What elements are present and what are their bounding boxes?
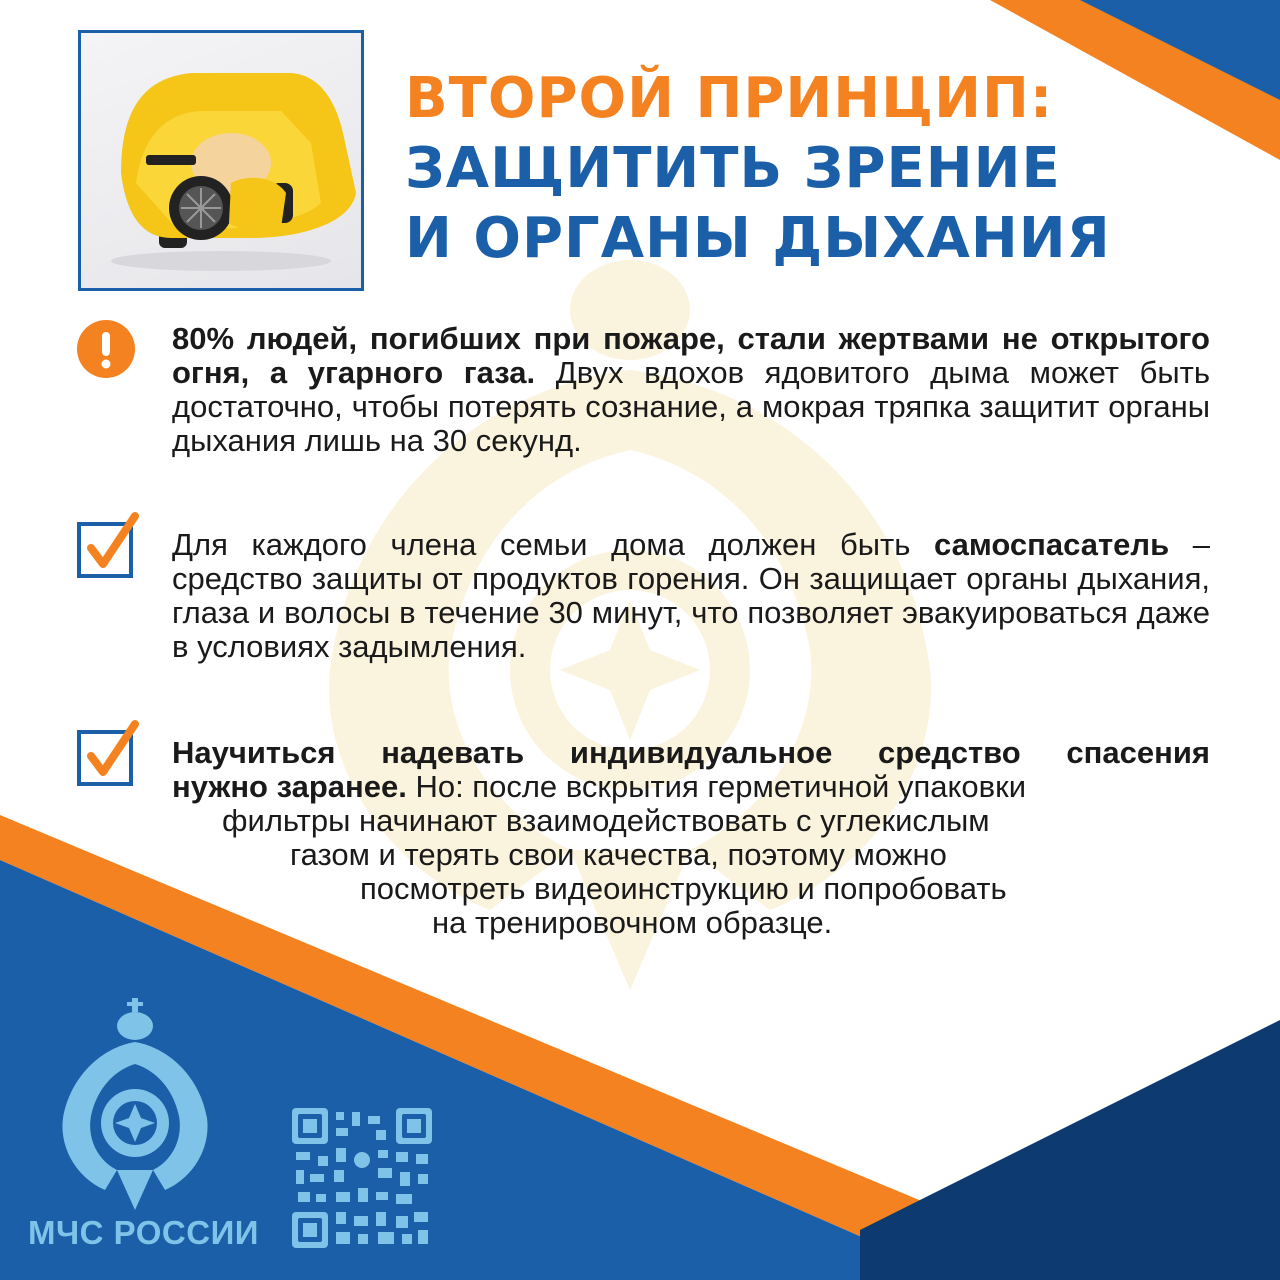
- mchs-emblem-icon: [55, 998, 215, 1210]
- block-3-bold-line: Научиться надевать индивидуальное средство спасения: [172, 735, 1210, 770]
- title-line-1: ВТОРОЙ ПРИНЦИП:: [405, 66, 1054, 131]
- page-title: [405, 64, 1245, 274]
- title-line-3: И ОРГАНЫ ДЫХАНИЯ: [405, 206, 1111, 271]
- exclamation-icon: [77, 320, 135, 378]
- block-3-text-4: посмотреть видеоинструкцию и попробовать: [360, 871, 1007, 906]
- info-block-1: [172, 322, 1210, 458]
- block-3-text-3: газом и терять свои качества, поэтому можно: [290, 837, 947, 872]
- title-line-2: ЗАЩИТИТЬ ЗРЕНИЕ: [405, 136, 1061, 201]
- block-3-text-5: на тренировочном образце.: [432, 905, 833, 940]
- org-name: МЧС РОССИИ: [28, 1214, 260, 1251]
- info-block-3: [172, 736, 1210, 940]
- qr-code-icon[interactable]: [292, 1108, 432, 1248]
- product-photo: [78, 30, 364, 291]
- block-1-text: Двух вдохов ядовитого дыма может быть достаточно, чтобы потерять сознание, а мокрая тряпка защитит органы дыхания лишь на 30 секунд.: [172, 355, 1210, 458]
- block-2-text-post: – средство защиты от продуктов горения. Он защищает органы дыхания, глаза и волосы в течение 30 минут, что позволяет эвакуироваться даже в условиях задымления.: [172, 527, 1211, 664]
- info-block-2: [172, 528, 1210, 664]
- block-3-text-2: фильтры начинают взаимодействовать с углекислым: [222, 803, 990, 838]
- checkbox-icon: [77, 720, 141, 788]
- block-2-bold-text: самоспасатель: [934, 527, 1170, 562]
- block-1-bold-text: 80% людей, погибших при пожаре, стали жертвами не открытого огня, а угарного газа.: [172, 321, 1210, 390]
- block-2-text-pre: Для каждого члена семьи дома должен быть: [172, 527, 934, 562]
- block-3-text-1: Но: после вскрытия герметичной упаковки: [406, 769, 1027, 804]
- block-3-bold-text: нужно заранее.: [172, 769, 407, 804]
- checkbox-icon: [77, 512, 141, 580]
- escape-hood-icon: [81, 33, 361, 288]
